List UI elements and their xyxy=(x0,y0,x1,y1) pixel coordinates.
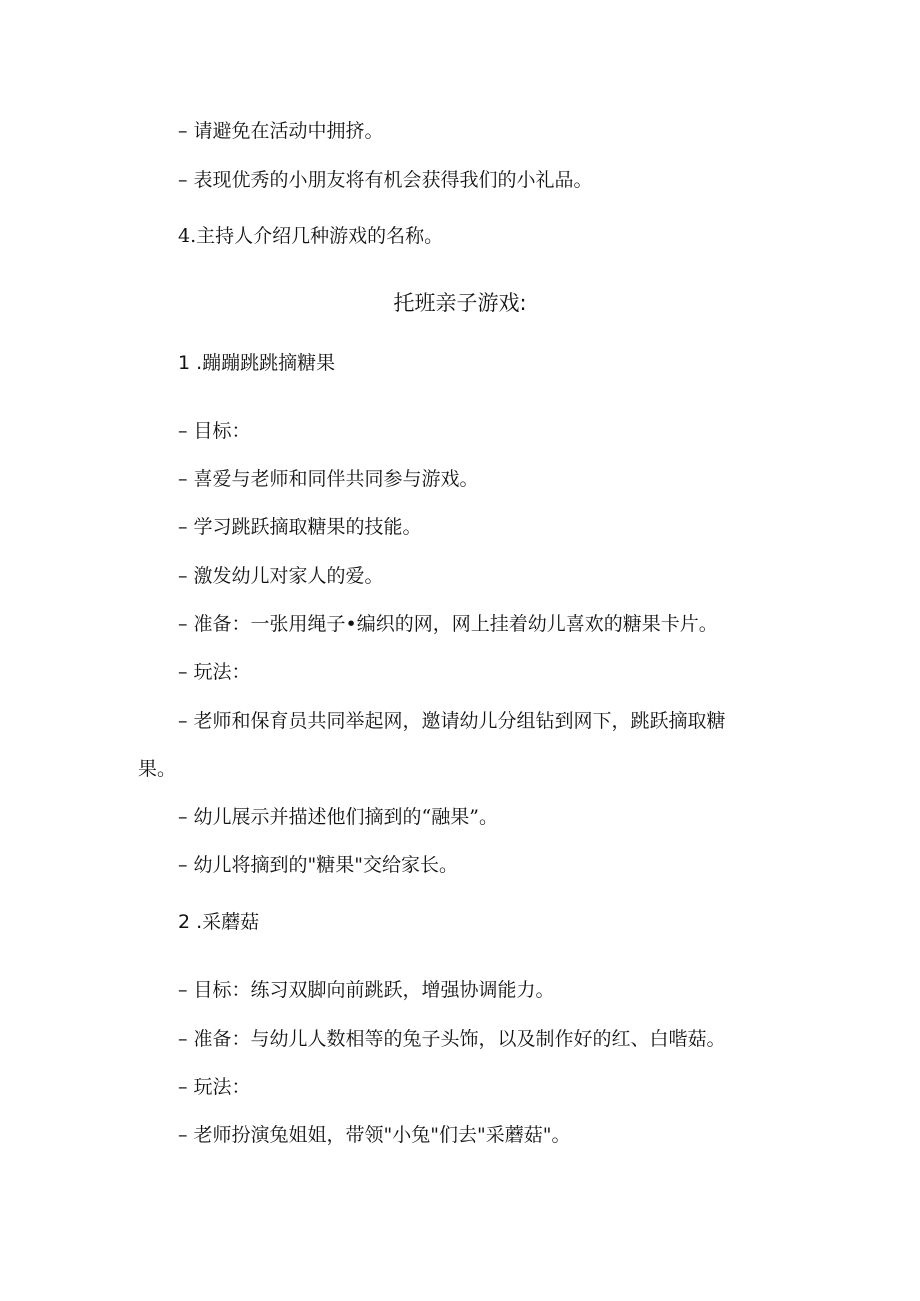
game-1-title: 1 .蹦蹦跳跳摘糖果 xyxy=(178,352,336,374)
game-2-play-1: – 老师扮演兔姐姐，带领"小兔"们去"采蘑菇"。 xyxy=(178,1124,571,1146)
game-2-goal: – 目标：练习双脚向前跳跃，增强协调能力。 xyxy=(178,979,555,1001)
game-2-play-label: – 玩法： xyxy=(178,1076,251,1098)
game-1-play-3: – 幼儿将摘到的"糖果"交给家长。 xyxy=(178,854,459,876)
game-2-preparation: – 准备：与幼儿人数相等的兔子头饰，以及制作好的红、白喈菇。 xyxy=(178,1028,726,1050)
rule-line-2: – 表现优秀的小朋友将有机会获得我们的小礼品。 xyxy=(178,169,593,191)
rule-line-1: – 请避免在活动中拥挤。 xyxy=(178,120,384,142)
game-1-play-1: – 老师和保育员共同举起网，邀请幼儿分组钻到网下，跳跃摘取糖 xyxy=(178,710,726,732)
game-1-play-label: – 玩法： xyxy=(178,661,251,683)
game-1-goal-label: – 目标： xyxy=(178,420,251,442)
game-1-play-2: – 幼儿展示并描述他们摘到的“融果”。 xyxy=(178,806,498,828)
game-1-play-1-cont: 果。 xyxy=(138,758,177,780)
game-1-goal-1: – 喜爱与老师和同伴共同参与游戏。 xyxy=(178,468,479,490)
game-1-goal-3: – 激发幼儿对家人的爱。 xyxy=(178,565,384,587)
game-1-goal-2: – 学习跳跃摘取糖果的技能。 xyxy=(178,516,422,538)
game-2-title: 2 .采蘑菇 xyxy=(178,911,260,933)
game-1-preparation: – 准备：一张用绳子•编织的网，网上挂着幼儿喜欢的糖果卡片。 xyxy=(178,613,718,635)
step-4-line: 4.主持人介绍几种游戏的名称。 xyxy=(178,225,444,247)
section-heading: 托班亲子游戏: xyxy=(393,291,527,315)
